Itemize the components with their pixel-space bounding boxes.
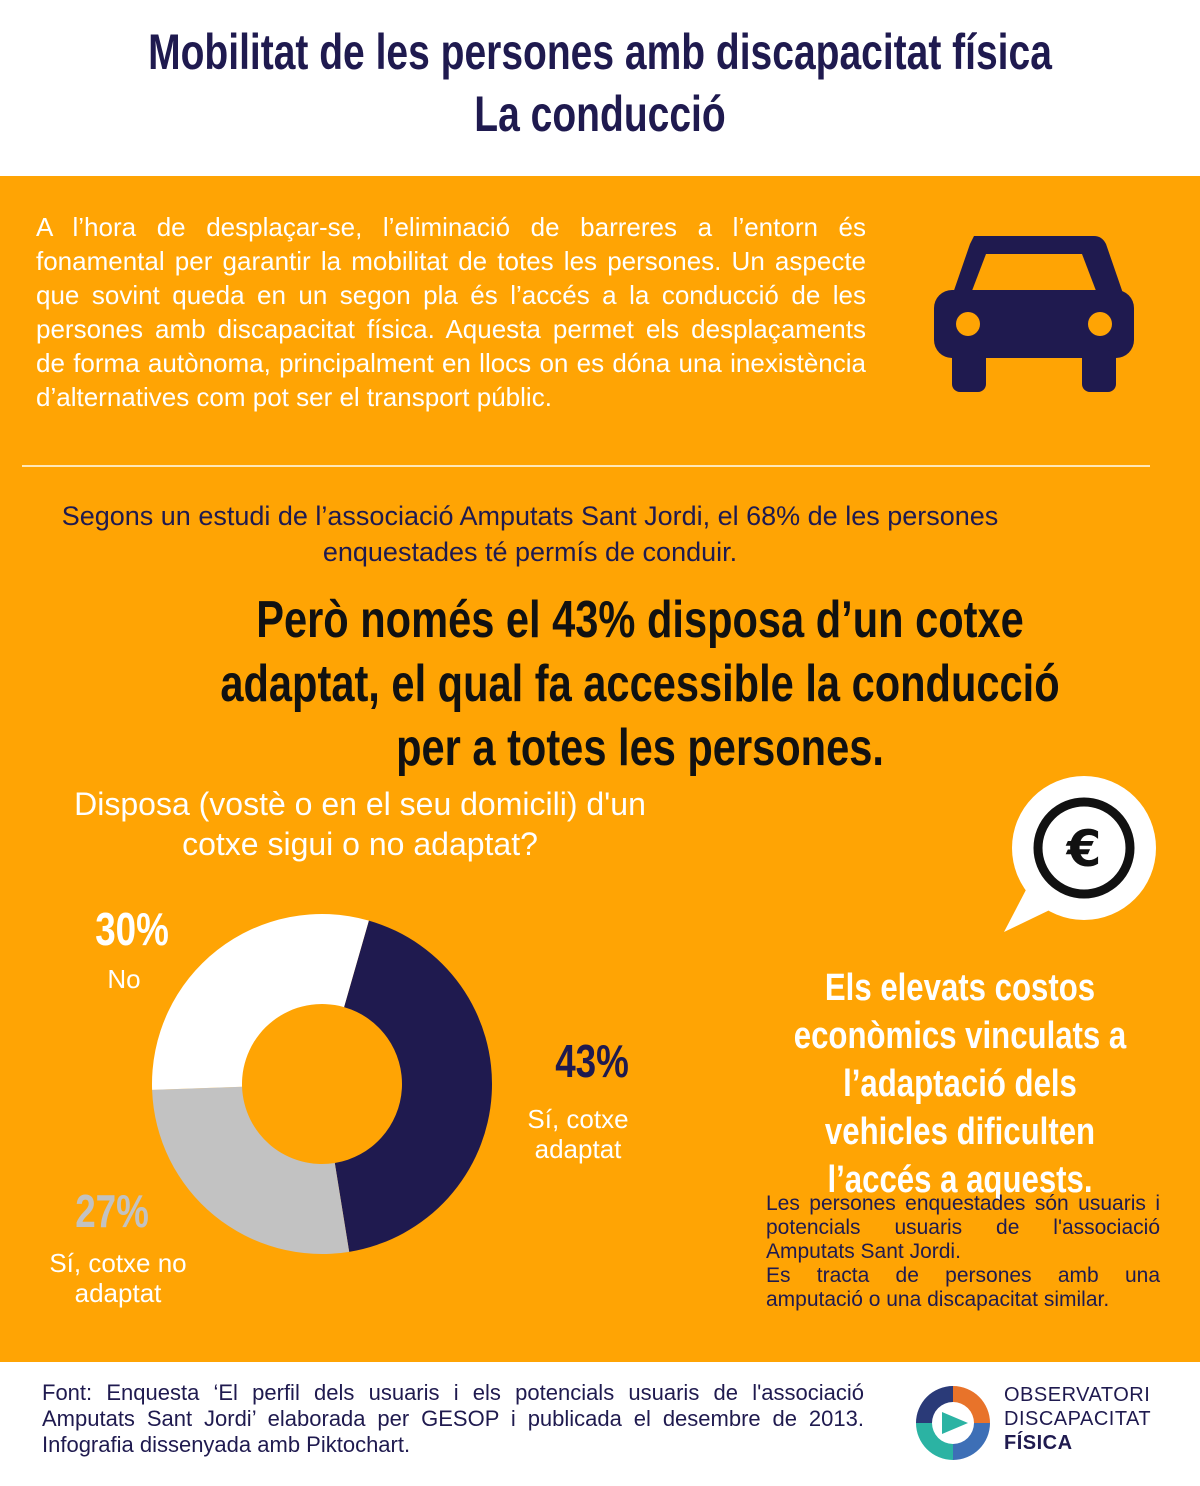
page-subtitle: La conducció	[474, 86, 726, 142]
study-statement: Segons un estudi de l’associació Amputats Sant Jordi, el 68% de les persones enquestades té permís de conduir.	[61, 501, 999, 567]
costs-statement: Els elevats costos econòmics vinculats a l’adaptació dels vehicles dificulten l’accés a aquests.	[793, 967, 1127, 1201]
slice-value-no-adaptat: 27%	[75, 1185, 149, 1237]
slice-adaptat	[335, 921, 492, 1252]
slice-label-no: No	[107, 964, 141, 994]
survey-note-line2: Es tracta de persones amb una amputació o una discapacitat similar.	[766, 1264, 1160, 1311]
chart-title: Disposa (vostè o en el seu domicili) d'un cotxe sigui o no adaptat?	[74, 786, 646, 862]
slice-no-adaptat	[152, 1087, 349, 1254]
slice-no	[152, 914, 369, 1090]
logo-text	[1004, 1383, 1151, 1455]
observatori-logo-icon	[912, 1382, 994, 1464]
divider	[22, 465, 1150, 467]
logo-line2: DISCAPACITAT	[1004, 1408, 1152, 1430]
donut-chart	[150, 912, 494, 1256]
intro-paragraph: A l’hora de desplaçar-se, l’eliminació de barreres a l’entorn és fonamental per garantir la mobilitat de totes les persones. Un aspecte que sovint queda en un segon pla és l’accés a la conducció de les persones amb discapacitat física. Aquesta permet els desplaçaments de forma autònoma, principalment en llocs on es dóna una inexistència d’alternatives com pot ser el transport públic.	[36, 212, 866, 412]
slice-value-no: 30%	[95, 903, 169, 955]
logo-line3: FÍSICA	[1004, 1432, 1073, 1454]
logo-line1: OBSERVATORI	[1004, 1384, 1151, 1406]
slice-value-adaptat: 43%	[555, 1035, 629, 1087]
survey-note-line1: Les persones enquestades són usuaris i potencials usuaris de l'associació Amputats Sant Jordi.	[766, 1192, 1160, 1263]
car-icon	[934, 232, 1134, 396]
euro-speech-bubble	[992, 768, 1162, 938]
page-title: Mobilitat de les persones amb discapacitat física	[148, 24, 1052, 80]
slice-label-adaptat: Sí, cotxe adaptat	[527, 1104, 629, 1164]
header	[0, 0, 1200, 176]
survey-note	[766, 1192, 1160, 1312]
source-footer: Font: Enquesta ‘El perfil dels usuaris i els potencials usuaris de l'associació Amputats Sant Jordi’ elaborada per GESOP i publicada el desembre de 2013. Infografia dissenyada amb Piktochart.	[42, 1380, 864, 1457]
svg-text:€: €	[1066, 820, 1102, 878]
highlight-statement: Però només el 43% disposa d’un cotxe adaptat, el qual fa accessible la conducció per a totes les persones.	[220, 591, 1060, 777]
slice-label-no-adaptat: Sí, cotxe no adaptat	[49, 1248, 187, 1308]
